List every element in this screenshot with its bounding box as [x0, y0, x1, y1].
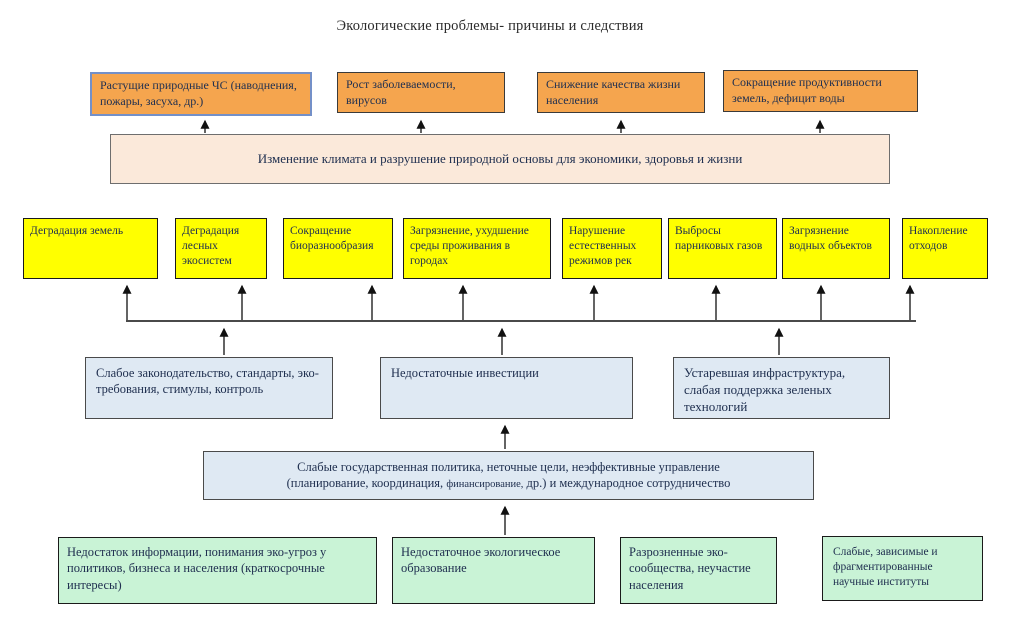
page-title: Экологические проблемы- причины и следствия	[336, 18, 644, 34]
root-cause-box-eco-education: Недостаточное экологическое образование	[392, 537, 595, 604]
policy-cause-line1: Слабые государственная политика, неточные цели, неэффективные управление	[297, 460, 720, 475]
climate-banner	[110, 134, 890, 184]
root-cause-box-weak-science: Слабые, зависимые и фрагментированные научные институты	[822, 536, 983, 601]
policy-cause-line2: (планирование, координация, финансирование, др.) и международное сотрудничество	[286, 476, 731, 491]
arrows-bus-to-problems	[127, 286, 910, 320]
problem-box-land-degradation: Деградация земель	[23, 218, 158, 279]
problem-box-biodiversity-loss: Сокращение биоразнообразия	[283, 218, 393, 279]
arrows-climate-to-consequences	[205, 121, 820, 133]
cause-box-weak-legislation: Слабое законодательство, стандарты, эко-требования, стимулы, контроль	[85, 357, 333, 419]
problem-box-greenhouse-gases: Выбросы парниковых газов	[668, 218, 777, 279]
climate-banner-text: Изменение климата и разрушение природной основы для экономики, здоровья и жизни	[257, 150, 743, 166]
problem-box-water-pollution: Загрязнение водных объектов	[782, 218, 890, 279]
arrows-causes-to-bus	[224, 329, 779, 355]
root-cause-box-fragmented-communities: Разрозненные эко-сообщества, неучастие населения	[620, 537, 777, 604]
consequence-box-natural-disasters: Растущие природные ЧС (наводнения, пожары, засуха, др.)	[90, 72, 312, 116]
problem-box-waste-accumulation: Накопление отходов	[902, 218, 988, 279]
problem-box-forest-degradation: Деградация лесных экосистем	[175, 218, 267, 279]
root-cause-box-lack-of-information: Недостаток информации, понимания эко-угроз у политиков, бизнеса и населения (краткосрочные интересы)	[58, 537, 377, 604]
cause-box-insufficient-investment: Недостаточные инвестиции	[380, 357, 633, 419]
consequence-box-land-productivity: Сокращение продуктивности земель, дефицит воды	[723, 70, 918, 112]
consequence-box-quality-of-life: Снижение качества жизни населения	[537, 72, 705, 113]
problem-box-river-regimes: Нарушение естественных режимов рек	[562, 218, 662, 279]
policy-cause-box	[203, 451, 814, 500]
cause-box-outdated-infrastructure: Устаревшая инфраструктура, слабая поддержка зеленых технологий	[673, 357, 890, 419]
policy-cause-line2-small: финансирование,	[446, 479, 524, 491]
problem-box-urban-pollution: Загрязнение, ухудшение среды проживания в городах	[403, 218, 551, 279]
consequence-box-disease-growth: Рост заболеваемости, вирусов	[337, 72, 505, 113]
